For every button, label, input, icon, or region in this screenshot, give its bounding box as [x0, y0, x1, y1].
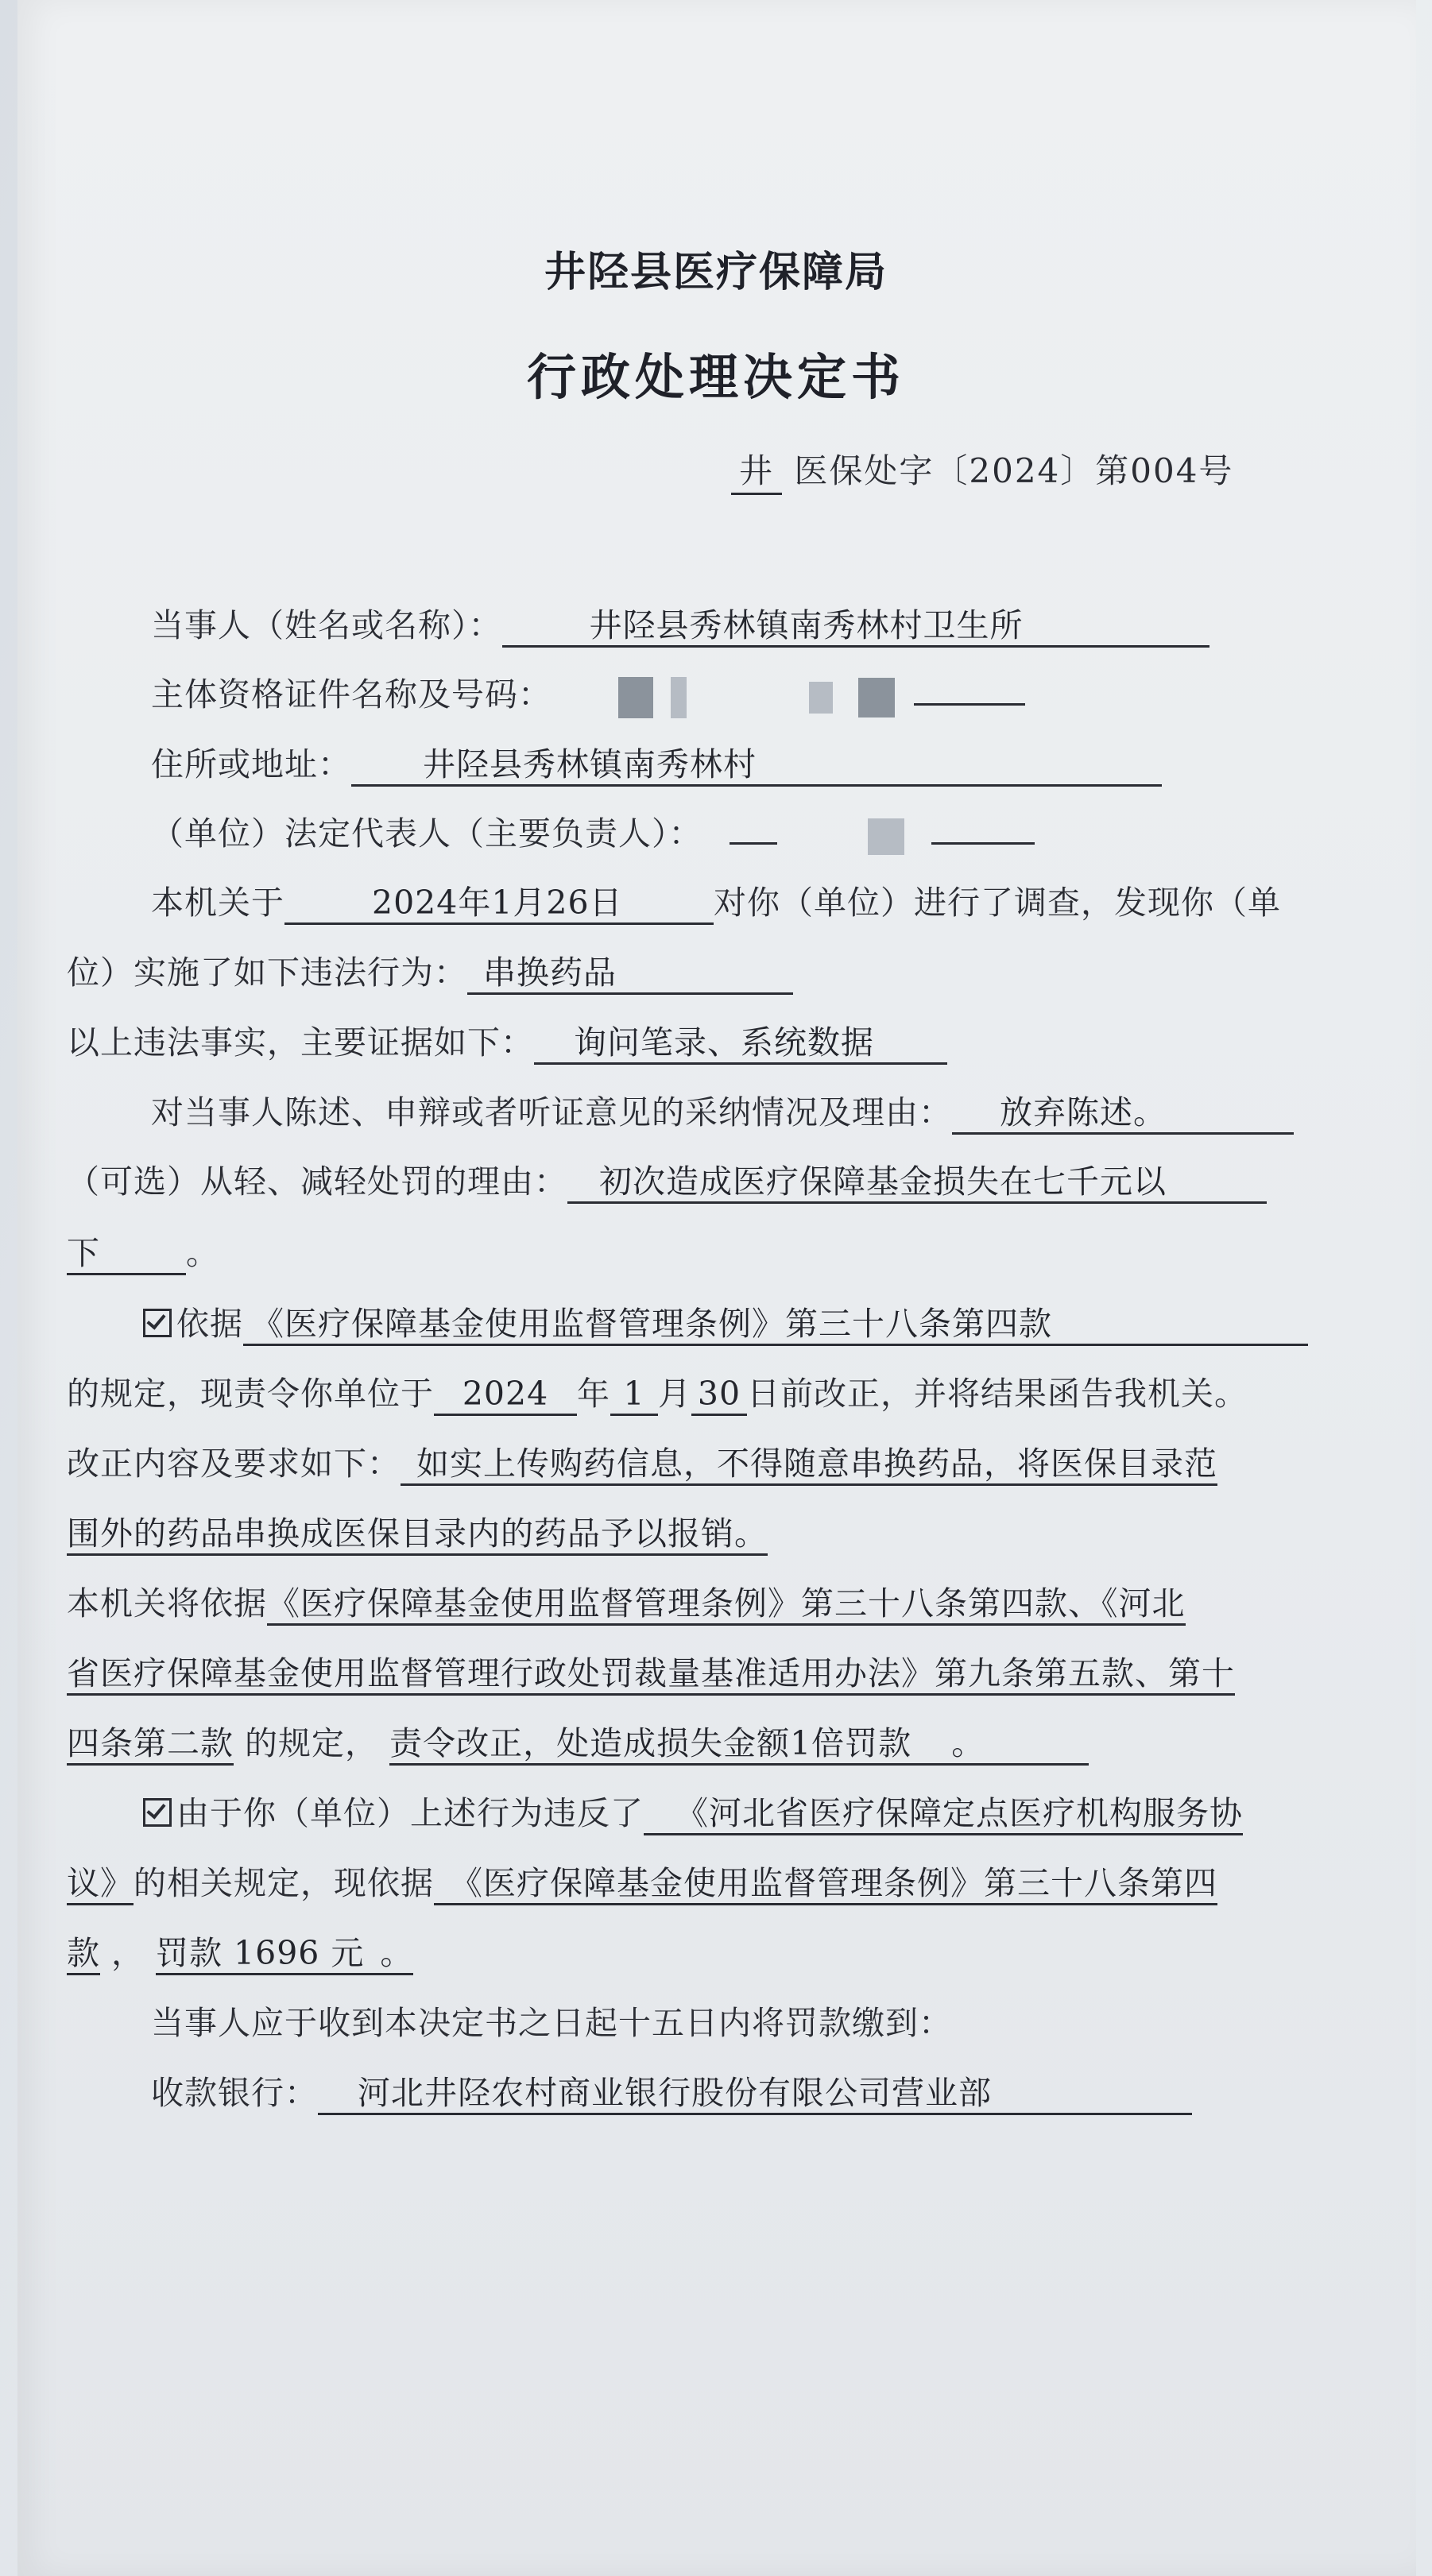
agreement-law-2: 款: [67, 1934, 100, 1975]
document-number: [731, 445, 1233, 495]
party-name-line: [151, 606, 1209, 648]
agreement-value-1: 《河北省医疗保障定点医疗机构服务协: [644, 1794, 1243, 1835]
investigation-line: [151, 884, 1281, 925]
order-basis-value: 《医疗保障基金使用监督管理条例》第三十八条第四款: [243, 1305, 1308, 1346]
correction-line-2: [67, 1514, 768, 1556]
blank-line: [730, 842, 777, 845]
mitigation-value-2: 下: [67, 1234, 186, 1275]
penalty-basis-law-3: 四条第二款: [67, 1724, 234, 1766]
penalty-basis-line-3: [67, 1724, 1089, 1766]
violation-value: 串换药品: [467, 953, 793, 995]
mitigation-label: （可选）从轻、减轻处罚的理由：: [67, 1162, 567, 1201]
party-rep-line: [151, 814, 1035, 855]
agency-title: 井陉县医疗保障局: [544, 248, 888, 296]
penalty-basis-mid: 的规定，: [245, 1724, 379, 1762]
correction-value-2: 围外的药品串换成医保目录内的药品予以报销。: [67, 1514, 768, 1556]
order-basis-lead: 依据: [176, 1305, 243, 1343]
blank-line: [914, 703, 1025, 706]
fine-comma: ，: [111, 1934, 145, 1972]
redacted-block: [671, 677, 687, 718]
bank-line: [151, 2074, 1192, 2115]
party-name-value: 井陉县秀林镇南秀林村卫生所: [502, 606, 1209, 648]
investigation-lead: 本机关于: [151, 884, 284, 922]
order-basis-line: [143, 1305, 1308, 1346]
document-number-prefix: 井: [731, 445, 782, 495]
penalty-basis-law-2: 省医疗保障基金使用监督管理行政处罚裁量基准适用办法》第九条第五款、第十: [67, 1654, 1235, 1696]
correction-line: [67, 1445, 1217, 1486]
fine-line: [67, 1934, 413, 1975]
penalty-decision-text: 责令改正，处造成损失金额1倍罚款: [389, 1724, 912, 1762]
bank-value: 河北井陉农村商业银行股份有限公司营业部: [318, 2074, 1192, 2115]
violation-lead: 位）实施了如下违法行为：: [67, 953, 467, 992]
party-address-line: [151, 745, 1162, 787]
checkbox-checked-icon: [143, 1798, 172, 1827]
agreement-mid: 的相关规定，现依据: [134, 1864, 434, 1902]
penalty-decision-end: 。: [951, 1724, 985, 1762]
deadline-tail: 日前改正，并将结果函告我机关。: [747, 1375, 1248, 1413]
investigation-mid: 对你（单位）进行了调查，发现你（单: [714, 884, 1281, 922]
penalty-basis-line-2: [67, 1654, 1235, 1696]
penalty-decision: [389, 1724, 1089, 1766]
agreement-value-2: 议》: [67, 1864, 134, 1905]
party-rep-label: （单位）法定代表人（主要负责人）：: [151, 814, 702, 853]
deadline-lead: 的规定，现责令你单位于: [67, 1375, 434, 1413]
party-cert-label: 主体资格证件名称及号码：: [151, 675, 552, 714]
penalty-basis-lead: 本机关将依据: [67, 1584, 267, 1623]
evidence-value: 询问笔录、系统数据: [534, 1023, 947, 1065]
mitigation-line: [67, 1162, 1267, 1204]
deadline-month-unit: 月: [658, 1375, 691, 1413]
deadline-year-unit: 年: [577, 1375, 610, 1413]
redacted-block: [858, 678, 895, 717]
redacted-block: [809, 682, 833, 714]
violation-line: [67, 953, 793, 995]
evidence-label: 以上违法事实，主要证据如下：: [67, 1023, 534, 1062]
blank-line: [931, 842, 1035, 845]
agreement-lead: 由于你（单位）上述行为违反了: [176, 1794, 644, 1832]
mitigation-end: 。: [186, 1234, 219, 1272]
fine-end: 。: [380, 1934, 414, 1972]
fine-amount-text: 罚款 1696 元: [156, 1934, 365, 1972]
bank-label: 收款银行：: [151, 2074, 318, 2112]
party-address-label: 住所或地址：: [151, 745, 351, 783]
evidence-line: [67, 1023, 947, 1065]
penalty-basis-line: [67, 1584, 1186, 1626]
correction-label: 改正内容及要求如下：: [67, 1445, 401, 1483]
deadline-month: 1: [610, 1375, 658, 1416]
statement-label: 对当事人陈述、申辩或者听证意见的采纳情况及理由：: [151, 1093, 952, 1131]
statement-line: [151, 1093, 1294, 1135]
agreement-law-1: 《医疗保障基金使用监督管理条例》第三十八条第四: [434, 1864, 1217, 1905]
payment-notice: 当事人应于收到本决定书之日起十五日内将罚款缴到：: [151, 2004, 952, 2042]
party-address-value: 井陉县秀林镇南秀林村: [351, 745, 1162, 787]
agreement-line: [143, 1794, 1243, 1835]
mitigation-value-1: 初次造成医疗保障基金损失在七千元以: [567, 1162, 1267, 1204]
mitigation-line-2: [67, 1234, 219, 1275]
party-name-label: 当事人（姓名或名称）：: [151, 606, 502, 644]
statement-value: 放弃陈述。: [952, 1093, 1294, 1135]
deadline-day: 30: [691, 1375, 747, 1416]
redacted-block: [868, 818, 904, 855]
document-number-rest: 医保处字〔2024〕第004号: [794, 451, 1234, 490]
party-cert-line: [151, 675, 1025, 718]
penalty-basis-law-1: 《医疗保障基金使用监督管理条例》第三十八条第四款、《河北: [267, 1584, 1186, 1626]
checkbox-checked-icon: [143, 1309, 172, 1337]
deadline-year: 2024: [434, 1375, 577, 1416]
fine-amount: [156, 1934, 413, 1975]
document-title: 行政处理决定书: [526, 348, 905, 406]
agreement-line-2: [67, 1864, 1217, 1905]
redacted-block: [618, 677, 653, 718]
investigation-date: 2024年1月26日: [284, 884, 714, 925]
deadline-line: [67, 1375, 1248, 1416]
correction-value-1: 如实上传购药信息，不得随意串换药品，将医保目录范: [401, 1445, 1217, 1486]
